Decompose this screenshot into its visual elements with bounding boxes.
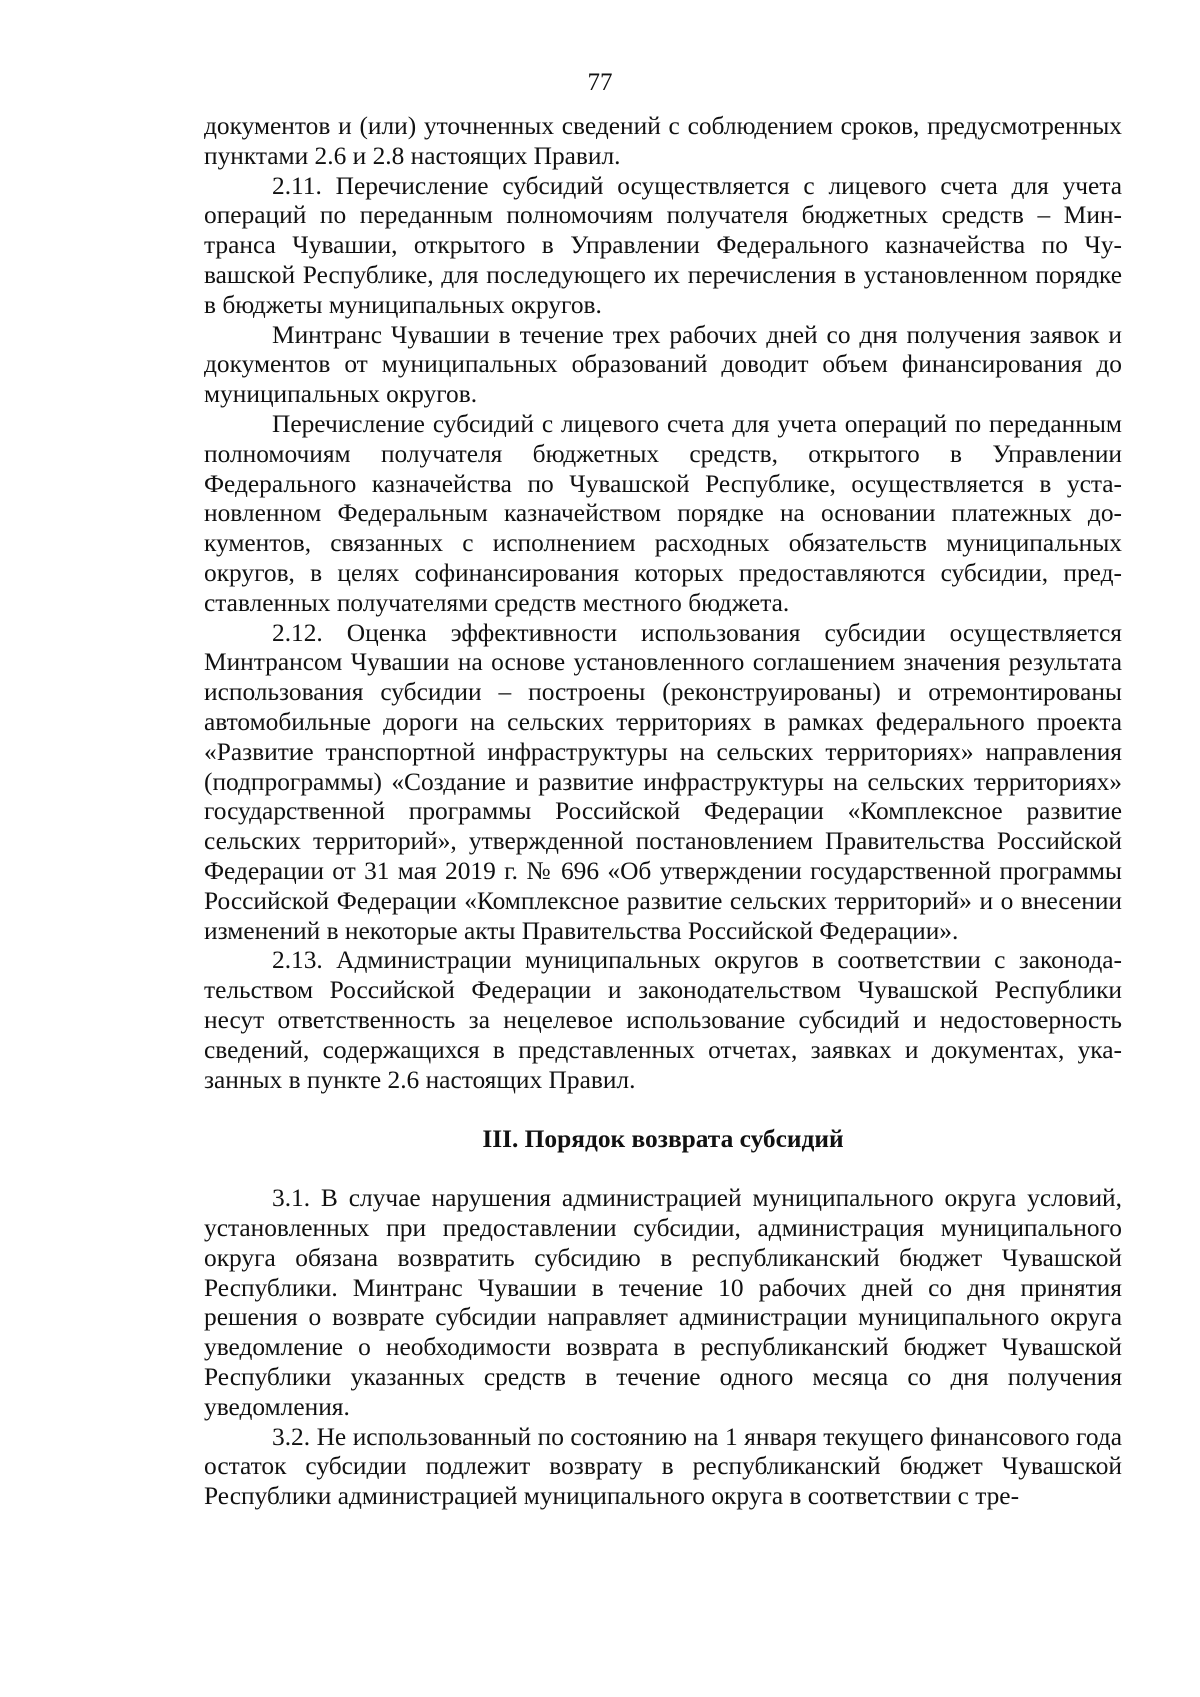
paragraph-2-11: 2.11. Перечисление субсидий осуществляется с лицевого счета для учета операций по переданным полномочиям получателя бюджетных средств – Минтранса Чувашии, открытого в Управлении Федерального казначейства по Чувашской Республике, для последующего их перечисления в установленном порядке в бюджеты муниципальных округов. [204, 171, 1122, 319]
page-number: 77 [587, 69, 613, 96]
paragraph-transfer-procedure: Перечисление субсидий с лицевого счета для учета операций по переданным полномочиям получателя бюджетных средств, открытого в Управлении Федерального казначейства по Чувашской Республике, осуществляется в установленном Федеральным казначейством порядке на основании платежных документов, связанных с исполнением расходных обязательств муниципальных округов, в целях софинансирования которых предоставляются субсидии, представленных получателями средств местного бюджета. [204, 409, 1122, 617]
paragraph-continuation: документов и (или) уточненных сведений с соблюдением сроков, предусмотренных пунктами 2.6 и 2.8 настоящих Правил. [204, 112, 1122, 170]
paragraph-2-12: 2.12. Оценка эффективности использования субсидии осуществляется Минтрансом Чувашии на основе установленного соглашением значения результата использования субсидии – построены (реконструированы) и отремонтированы автомобильные дороги на сельских территориях в рамках федерального проекта «Развитие транспортной инфраструктуры на сельских территориях» направления (подпрограммы) «Создание и развитие инфраструктуры на сельских территориях» государственной программы Российской Федерации «Комплексное развитие сельских территорий», утвержденной постановлением Правительства Российской Федерации от 31 мая 2019 г. № 696 «Об утверждении государственной программы Российской Федерации «Комплексное развитие сельских территорий» и о внесении изменений в некоторые акты Правительства Российской Федерации». [204, 618, 1122, 945]
paragraph-mintrans-notice: Минтранс Чувашии в течение трех рабочих дней со дня получения заявок и документов от муниципальных образований доводит объем финансирования до муниципальных округов. [204, 320, 1122, 409]
paragraph-2-13: 2.13. Администрации муниципальных округов в соответствии с законодательством Российской Федерации и законодательством Чувашской Республики несут ответственность за нецелевое использование субсидий и недостоверность сведений, содержащихся в представленных отчетах, заявках и документах, указанных в пункте 2.6 настоящих Правил. [204, 946, 1122, 1094]
paragraph-3-1: 3.1. В случае нарушения администрацией муниципального округа условий, установленных при предоставлении субсидии, администрация муниципального округа обязана возвратить субсидию в республиканский бюджет Чувашской Республики. Минтранс Чувашии в течение 10 рабочих дней со дня принятия решения о возврате субсидии направляет администрации муниципального округа уведомление о необходимости возврата в республиканский бюджет Чувашской Республики указанных средств в течение одного месяца со дня получения уведомления. [204, 1184, 1122, 1421]
document-body [204, 112, 1122, 1512]
paragraph-3-2: 3.2. Не использованный по состоянию на 1 января текущего финансового года остаток субсидии подлежит возврату в республиканский бюджет Чувашской Республики администрацией муниципального округа в соответствии с тре- [204, 1422, 1122, 1511]
section-heading: III. Порядок возврата субсидий [482, 1125, 844, 1154]
